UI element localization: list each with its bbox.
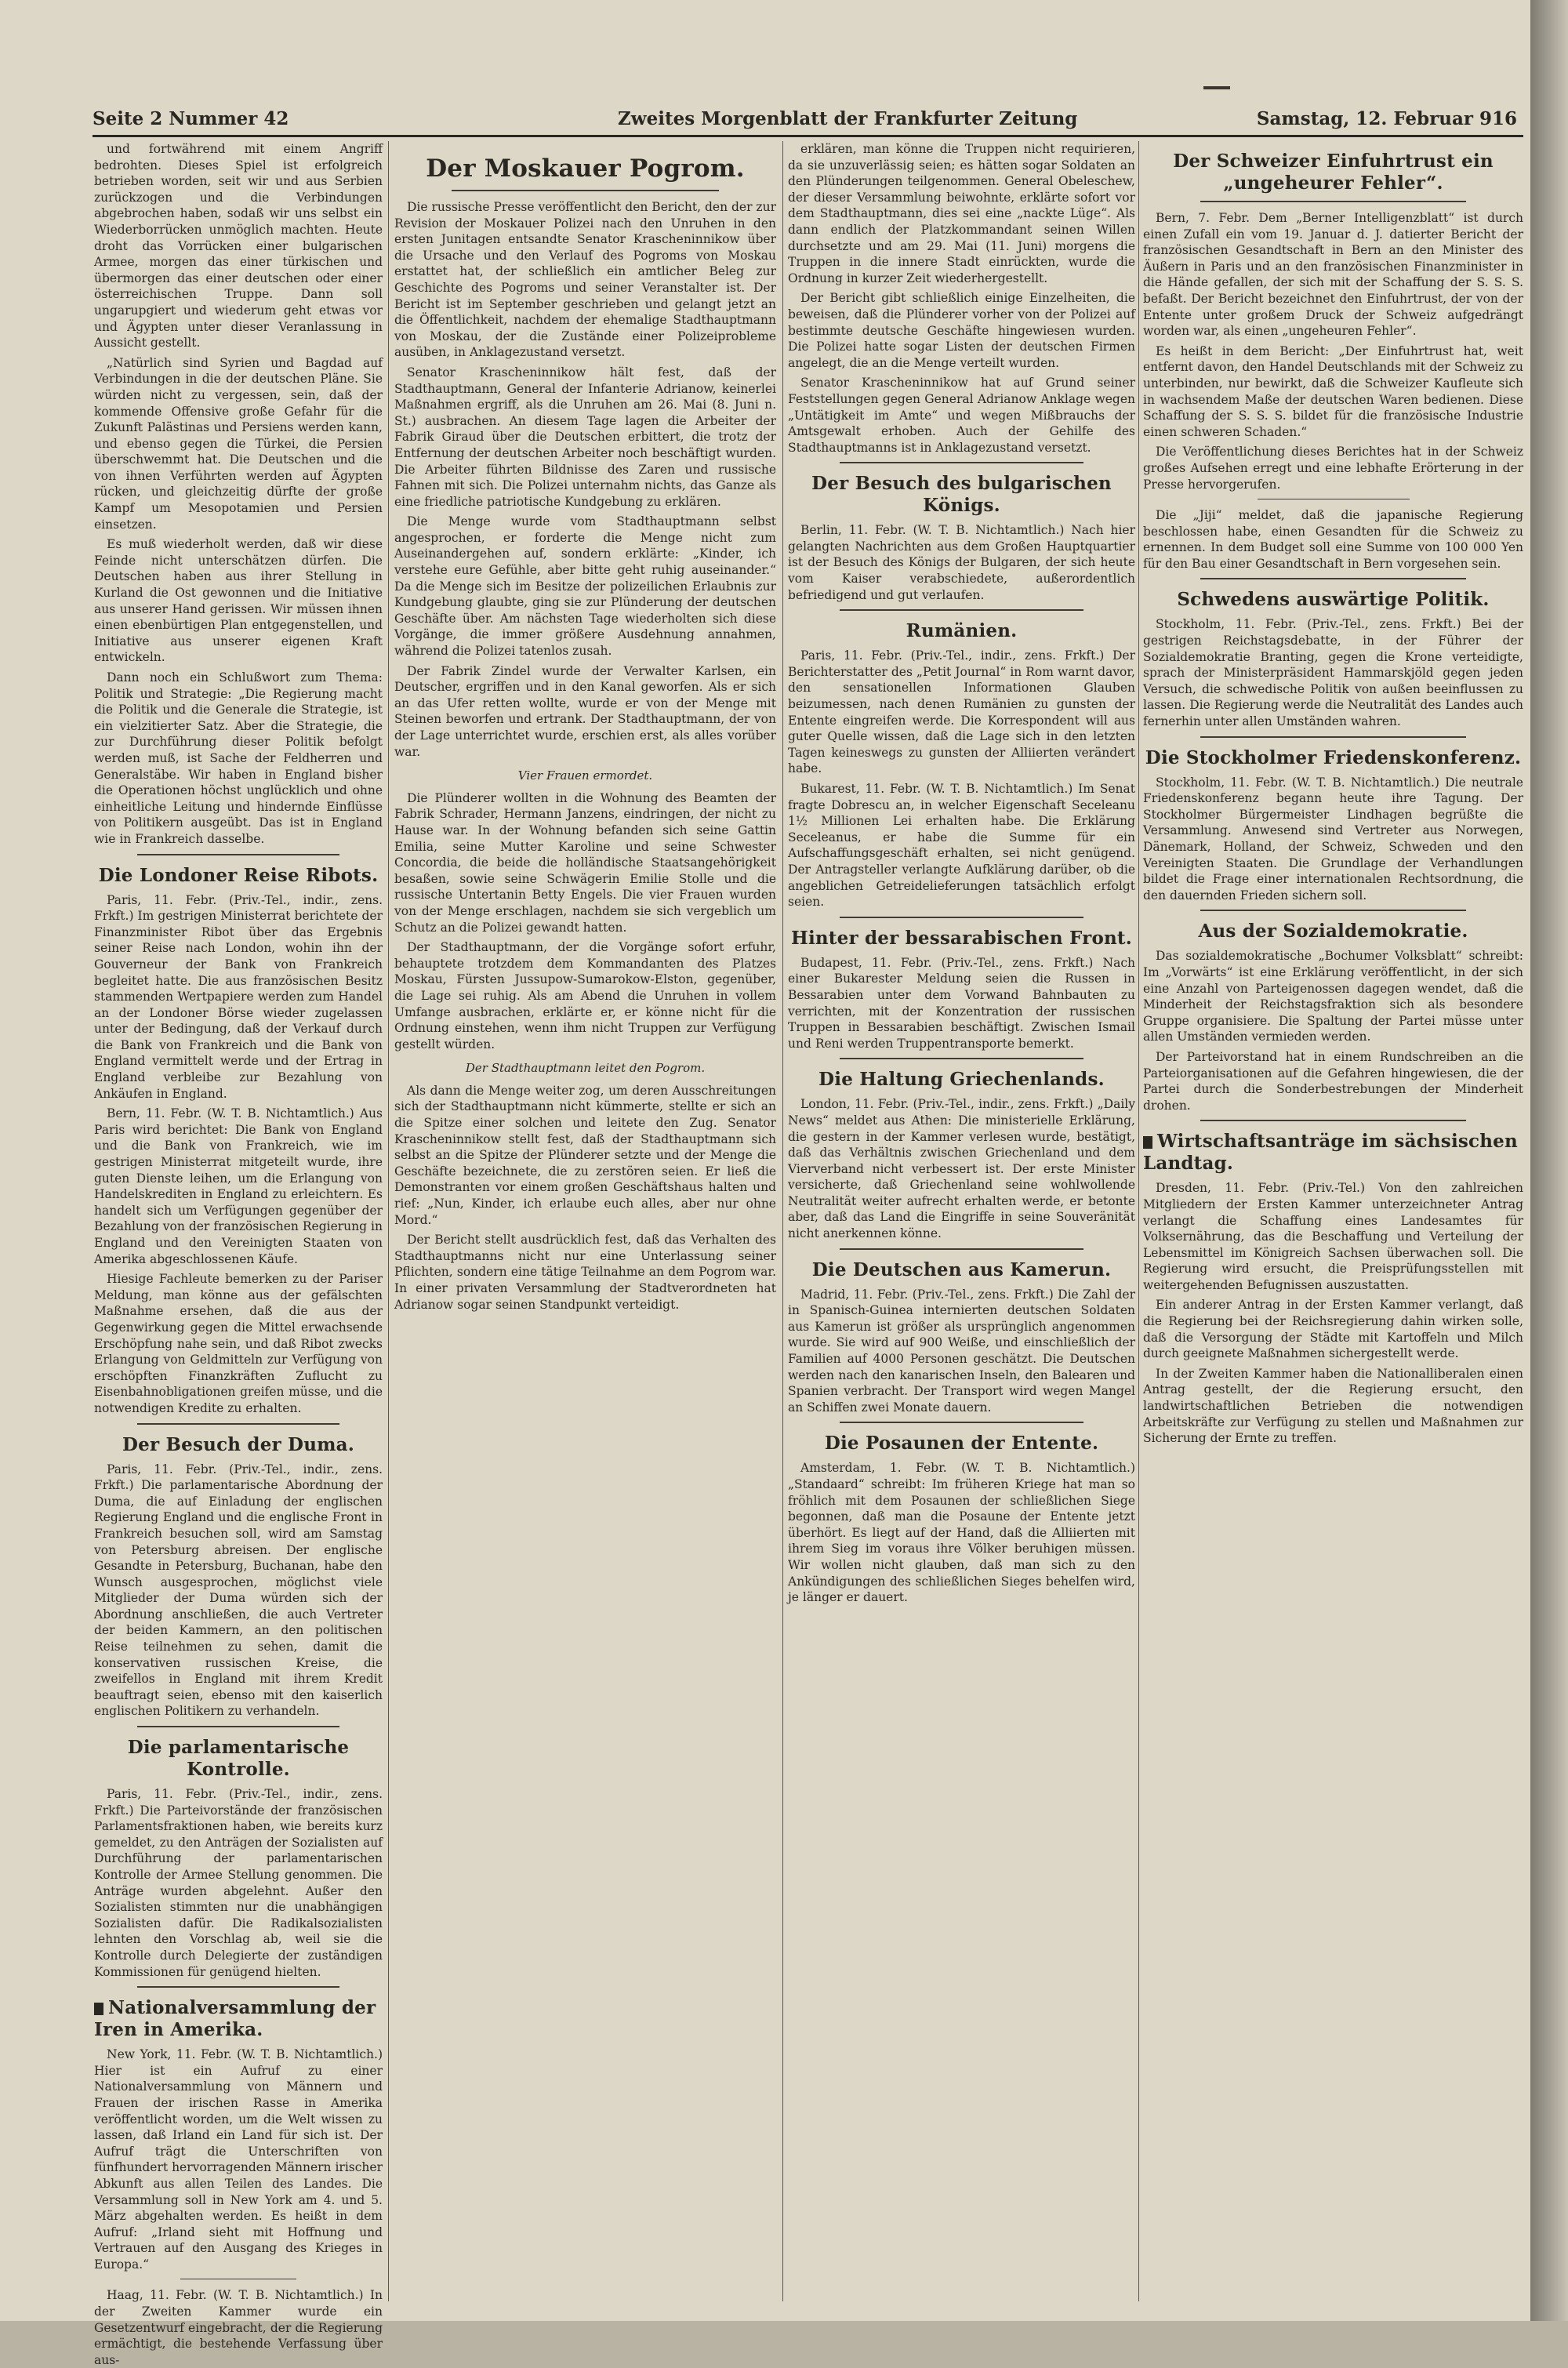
section-rule xyxy=(840,1422,1083,1423)
headline-kontrolle: Die parlamentarische Kontrolle. xyxy=(127,1737,350,1781)
article-paragraph: Amsterdam, 1. Febr. (W. T. B. Nichtamtlich.) „Standaard“ schreibt: Im früheren Kriege hat man so fröhlich mit dem Posaunen der schließlichen Siege begonnen, daß man die Posaune der Entente jetzt überhört. Es liegt auf der Hand, daß die Alliierten mit ihrem Sieg im voraus ihre Völker beruhigen müssen. Wir wollen nicht glauben, daß man sich zu den Ankündigungen des schließlichen Sieges behelfen wird, je länger er dauert. xyxy=(788,1461,1135,1605)
article-paragraph: New York, 11. Febr. (W. T. B. Nichtamtlich.) Hier ist ein Aufruf zu einer Nationalversammlung von Männern und Frauen der irischen Rasse in Amerika veröffentlicht worden, um die Welt wissen zu lassen, daß Irland ein Land für sich ist. Der Aufruf trägt die Unterschriften von fünfhundert hervorragenden Männern irischer Abkunft aus allen Teilen des Landes. Die Versammlung soll in New York am 4. und 5. März abgehalten werden. Es heißt in dem Aufruf: „Irland sieht mit Hoffnung und Vertrauen auf den Ausgang des Krieges in Europa.“ xyxy=(94,2047,383,2272)
section-rule xyxy=(137,1423,339,1425)
article-paragraph: Bern, 11. Febr. (W. T. B. Nichtamtlich.) Aus Paris wird berichtet: Die Bank von England und die Bank von Frankreich, wie im gestrigen Ministerrat mitgeteilt wurde, ihre guten Dienste leihen, um die Erlangung von Handelskrediten in England zu erleichtern. Es handelt sich um Verfügungen gegenüber der Bezahlung von der französischen Regierung in England und den Vereinigten Staaten von Amerika abgeschlossenen Käufe. xyxy=(94,1106,383,1266)
headline-sachsen-text: Wirtschaftsanträge im sächsischen Landtag. xyxy=(1143,1131,1518,1175)
article-paragraph: Der Bericht gibt schließlich einige Einzelheiten, die beweisen, daß die Plünderer vorher von der Polizei auf bestimmte deutsche Geschäfte hingewiesen wurden. Die Polizei hatte sogar Listen der deutschen Firmen angelegt, die an die Menge verteilt wurden. xyxy=(788,291,1135,370)
article-paragraph: Paris, 11. Febr. (Priv.-Tel., indir., zens. Frkft.) Der Berichterstatter des „Petit Journal“ in Rom warnt davor, den sensationellen Informationen Glauben beizumessen, nach denen Rumänien zu gunsten der Entente eingreifen werde. Die Korrespondent will aus guter Quelle wissen, daß die Lage sich in den letzten Tagen keineswegs zu gunsten der Alliierten verändert habe. xyxy=(788,648,1135,776)
headline-sachsen xyxy=(1143,1131,1523,1175)
headline-bessarabien: Hinter der bessarabischen Front. xyxy=(791,927,1132,949)
headline-ribot: Die Londoner Reise Ribots. xyxy=(98,864,379,886)
headline-griechenland: Die Haltung Griechenlands. xyxy=(818,1069,1105,1091)
article-paragraph: Dresden, 11. Febr. (Priv.-Tel.) Von den zahlreichen Mitgliedern der Ersten Kammer unterzeichneter Antrag verlangt die Schaffung eines Landesamtes für Volksernährung, das die Beschaffung und Verteilung der Lebensmittel im Königreich Sachsen überwachen soll. Die Regierung wird ersucht, die Preisprüfungsstellen mit weitergehenden Befugnissen auszustatten. xyxy=(1143,1181,1523,1292)
article-paragraph: Der Fabrik Zindel wurde der Verwalter Karlsen, ein Deutscher, ergriffen und in den Kanal geworfen. Als er sich an das Ufer retten wollte, wurde er von der Menge mit Steinen beworfen und ertrank. Der Stadthauptmann, der von der Lage unterrichtet wurde, erschien erst, als alles vorüber war. xyxy=(394,663,776,759)
article-paragraph: Die russische Presse veröffentlicht den Bericht, den der zur Revision der Moskauer Polizei nach den Unruhen in den ersten Junitagen entsandte Senator Krascheninnikow über die Ursache und den Verlauf des Pogroms von Moskau erstattet hat, der schließlich ein amtlicher Beleg zur Geschichte des Pogroms und seiner Veranstalter ist. Der Bericht ist im September geschrieben und gelangt jetzt an die Öffentlichkeit, nachdem der ehemalige Stadthauptmann von Moskau, der die Zustände einer Polizeiprobleme ausüben, in Anklagezustand versetzt. xyxy=(394,200,776,360)
article-paragraph: Paris, 11. Febr. (Priv.-Tel., indir., zens. Frkft.) Die parlamentarische Abordnung der Duma, die auf Einladung der englischen Regierung England und die englische Front in Frankreich besuchen soll, wird am Samstag von Petersburg abreisen. Der englische Gesandte in Petersburg, Buchanan, habe den Wunsch ausgesprochen, möglichst viele Mitglieder der Duma würden sich der Abordnung anschließen, die auch Vertreter der beiden Kammern, an den politischen Reise teilnehmen zu sehen, damit die konservativen russischen Kreise, die zweifellos in England mit ihrem Kredit beauftragt seien, ebenso mit den kaiserlich englischen Politikern zu verhandeln. xyxy=(94,1462,383,1719)
headline-duma: Der Besuch der Duma. xyxy=(122,1433,354,1455)
article-paragraph: Als dann die Menge weiter zog, um deren Ausschreitungen sich der Stadthauptmann nicht kümmerte, stellte er sich an die Spitze einer solchen und leitete den Zug. Senator Krascheninnikow stellt fest, daß der Stadthauptmann sich selbst an die Spitze der Plünderer setzte und der Menge die Geschäfte bezeichnete, die zu zerstören seien. Er ließ die Demonstranten vor einem großen Geschäftshaus halten und rief: „Nun, Kinder, ich erlaube euch alles, aber nur ohne Mord.“ xyxy=(394,1083,776,1227)
header-page-number: Seite 2 Nummer 42 xyxy=(93,108,289,129)
article-paragraph: „Natürlich sind Syrien und Bagdad auf Verbindungen in die der deutschen Pläne. Sie würden nicht zu vergessen, sein, daß der kommende Offensive große Gefahr für die Zukunft Palästinas und Persiens werden kann, und ebenso gegen die Türkei, die Persien überschwemmt hat. Die Deutschen und die von ihnen Verführten werden auf Ägypten rücken, und gleichzeitig dürfte der große Kampf um Mesopotamien und Persien einsetzen. xyxy=(94,355,383,532)
headline-iren xyxy=(94,1997,383,2041)
subheading-frauen: Vier Frauen ermordet. xyxy=(517,768,653,783)
article-paragraph: Bern, 7. Febr. Dem „Berner Intelligenzblatt“ ist durch einen Zufall ein vom 19. Januar d. J. datierter Bericht der französischen Gesandtschaft in Bern an den Minister des Äußern in Paris und an den französischen Finanzminister in die Hände gefallen, der sich mit der Schaffung der S. S. S. befaßt. Der Bericht bezeichnet den Einfuhrtrust, der von der Entente unter großem Druck der Schweiz aufgedrängt worden war, als einen „ungeheuren Fehler“. xyxy=(1143,211,1523,339)
page-edge xyxy=(1530,0,1568,2321)
bullet-bar xyxy=(1143,1136,1152,1149)
article-paragraph: Die „Jiji“ meldet, daß die japanische Regierung beschlossen habe, einen Gesandten für die Schweiz zu ernennen. In dem Budget soll eine Summe von 100 000 Yen für den Bau einer Gesandtschaft in Bern vorgesehen sein. xyxy=(1143,508,1523,571)
section-rule xyxy=(137,854,339,855)
column-3 xyxy=(788,141,1135,2301)
column-2 xyxy=(394,141,776,2301)
section-rule xyxy=(840,1248,1083,1250)
article-paragraph: Es muß wiederholt werden, daß wir diese Feinde nicht unterschätzen dürfen. Die Deutschen haben aus ihrer Stellung in Kurland die Ost gewonnen und die Initiative aus unserer Hand gerissen. Wir müssen ihnen einen ebenbürtigen Plan entgegenstellen, und Initiative aus unserer eigenen Kraft entwickeln. xyxy=(94,537,383,665)
header-masthead: Zweites Morgenblatt der Frankfurter Zeitung xyxy=(618,108,1078,129)
headline-iren-text: Nationalversammlung der Iren in Amerika. xyxy=(94,1997,376,2041)
article-paragraph: London, 11. Febr. (Priv.-Tel., indir., zens. Frkft.) „Daily News“ meldet aus Athen: Die ministerielle Erklärung, die gestern in der Kammer verlesen wurde, bestätigt, daß das Verhältnis zwischen Griechenland und dem Vierverband nicht verbessert ist. Der erste Minister versicherte, daß Griechenland seine wohlwollende Neutralität weiter aufrecht erhalten werde, er betonte aber, daß das Land die Eingriffe in seine Souveränität nicht anerkennen könne. xyxy=(788,1097,1135,1241)
column-4 xyxy=(1143,141,1523,2301)
headline-friedenskonferenz: Die Stockholmer Friedenskonferenz. xyxy=(1145,746,1522,768)
article-paragraph: Haag, 11. Febr. (W. T. B. Nichtamtlich.) In der Zweiten Kammer wurde ein Gesetzentwurf eingebracht, der die Regierung ermächtigt, die bestehende Verfassung über aus- xyxy=(94,2288,383,2367)
article-paragraph: erklären, man könne die Truppen nicht requirieren, da sie unzuverlässig seien; es hätten sogar Soldaten an den Plünderungen teilgenommen. General Obeleschew, der dieser Versammlung beiwohnte, erklärte sofort vor dem Stadthauptmann, dies sei eine „nackte Lüge“. Als dann endlich der Platzkommandant seinen Willen durchsetzte und am 29. Mai (11. Juni) morgens die Truppen in die innere Stadt einrückten, wurde die Ordnung in kurzer Zeit wiederhergestellt. xyxy=(788,142,1135,285)
section-rule xyxy=(1200,1120,1467,1121)
article-paragraph: Dann noch ein Schlußwort zum Thema: Politik und Strategie: „Die Regierung macht die Politik und die Generale die Strategie, ist ein vielzitierter Satz. Aber die Strategie, die zur Durchführung dieser Politik befolgt werden muß, ist Sache der Feldherren und Generalstäbe. Wir haben in England bisher die Operationen höchst unglücklich und ohne einheitliche Leitung und hindernde Einflüsse von Politikern ausgeübt. Das ist in England wie in Frankreich dasselbe. xyxy=(94,670,383,846)
headline-rumaenien: Rumänien. xyxy=(906,620,1018,642)
article-paragraph: Der Stadthauptmann, der die Vorgänge sofort erfuhr, behauptete trotzdem dem Kommandanten des Platzes Moskau, Fürsten Jussupow-Sumarokow-Elston, gegenüber, die Lage sei ruhig. Als am Abend die Unruhen in vollem Umfange ausbrachen, erklärte er, er könne nicht für die Ordnung einstehen, wenn ihm nicht Truppen zur Verfügung gestellt würden. xyxy=(394,940,776,1051)
article-paragraph: Der Bericht stellt ausdrücklich fest, daß das Verhalten des Stadthauptmanns nicht nur eine Unterlassung seiner Pflichten, sondern eine tätige Teilnahme an dem Pogrom war. In einer privaten Versammlung der Stadtverordneten hat Adrianow sogar seinen Standpunkt verteidigt. xyxy=(394,1233,776,1312)
article-paragraph: Berlin, 11. Febr. (W. T. B. Nichtamtlich.) Nach hier gelangten Nachrichten aus dem Großen Hauptquartier ist der Besuch des Königs der Bulgaren, der sich heute vom Kaiser verabschiedete, außerordentlich befriedigend und gut verlaufen. xyxy=(788,523,1135,602)
article-paragraph: Paris, 11. Febr. (Priv.-Tel., indir., zens. Frkft.) Die Parteivorstände der französischen Parlamentsfraktionen haben, wie bereits kurz gemeldet, zu den Anträgen der Sozialisten auf Durchführung der parlamentarischen Kontrolle der Armee Stellung genommen. Die Anträge wurden abgelehnt. Außer den Sozialisten stimmten nur die unabhängigen Sozialisten dafür. Die Radikalsozialisten lehnten den Vorschlag ab, weil sie die Kontrolle durch Delegierte der zuständigen Kommissionen für genügend hielten. xyxy=(94,1787,383,1979)
headline-kamerun: Die Deutschen aus Kamerun. xyxy=(811,1258,1112,1280)
bullet-bar xyxy=(94,2003,103,2015)
column-1 xyxy=(94,141,383,2367)
header-date: Samstag, 12. Februar 916 xyxy=(1256,108,1517,129)
article-paragraph: Paris, 11. Febr. (Priv.-Tel., indir., zens. Frkft.) Im gestrigen Ministerrat berichtete der Finanzminister Ribot über das Ergebnis seiner Reise nach London, wohin ihn der Gouverneur der Bank von Frankreich begleitet hatte. Die aus französischen Besitz stammenden Wertpapiere werden zum Handel an der Londoner Börse wieder zugelassen unter der Bedingung, daß der Verkauf durch die Bank von Frankreich und die Bank von England vermittelt werde und der Ertrag in England verbleibe zur Bezahlung von Ankäufen in England. xyxy=(94,892,383,1101)
section-rule xyxy=(137,1726,339,1727)
section-rule xyxy=(1200,578,1467,579)
article-paragraph: Es heißt in dem Bericht: „Der Einfuhrtrust hat, weit entfernt davon, den Handel Deutschlands mit der Schweiz zu unterbinden, nur bewirkt, daß die Schweizer Kaufleute sich in wachsendem Maße der deutschen Waren bedienen. Diese Schaffung der S. S. S. bildet für die französische Industrie einen schweren Schaden.“ xyxy=(1143,343,1523,439)
header-rule xyxy=(93,135,1523,137)
article-paragraph: Die Veröffentlichung dieses Berichtes hat in der Schweiz großes Aufsehen erregt und eine lebhafte Erörterung in der Presse hervorgerufen. xyxy=(1143,445,1523,492)
section-rule xyxy=(840,1058,1083,1059)
section-rule xyxy=(840,462,1083,463)
article-paragraph: Das sozialdemokratische „Bochumer Volksblatt“ schreibt: Im „Vorwärts“ ist eine Erklärung veröffentlicht, in der sich eine Anzahl von Parteigenossen dagegen wendet, daß die Minderheit der Reichstagsfraktion sich als besondere Gruppe organisiere. Die Spaltung der Partei müsse unter allen Umständen vermieden werden. xyxy=(1143,949,1523,1044)
article-paragraph: Senator Krascheninnikow hält fest, daß der Stadthauptmann, General der Infanterie Adrianow, keinerlei Maßnahmen ergriff, als die Unruhen am 26. Mai (8. Juni n. St.) ausbrachen. An diesem Tage lagen die Arbeiter der Fabrik Giraud über die Deutschen erbittert, die trotz der Entfernung der deutschen Arbeiter noch beschäftigt wurden. Die Arbeiter führten Bildnisse des Zaren und russische Fahnen mit sich. Die Polizei unternahm nichts, das Ganze als eine friedliche patriotische Kundgebung zu erklären. xyxy=(394,365,776,509)
headline-schweiz: Der Schweizer Einfuhrtrust ein „ungeheurer Fehler“. xyxy=(1173,151,1494,194)
section-rule xyxy=(1200,910,1467,911)
headline-schweden: Schwedens auswärtige Politik. xyxy=(1177,589,1490,611)
subheading-stadthauptmann: Der Stadthauptmann leitet den Pogrom. xyxy=(465,1061,706,1076)
article-paragraph: In der Zweiten Kammer haben die Nationalliberalen einen Antrag gestellt, der die Regierung ersucht, den landwirtschaftlichen Betrieben die notwendigen Arbeitskräfte zur Verfügung zu stellen und Maßnahmen zur Sicherung der Ernte zu treffen. xyxy=(1143,1366,1523,1446)
top-mark xyxy=(1203,86,1230,89)
article-paragraph: Stockholm, 11. Febr. (W. T. B. Nichtamtlich.) Die neutrale Friedenskonferenz begann heute ihre Tagung. Der Stockholmer Bürgermeister Lindhagen begrüßte die Versammlung. Anwesend sind Vertreter aus Norwegen, Dänemark, Holland, der Schweiz, Schweden und den Vereinigten Staaten. Die Grundlage der Verhandlungen bildet die Frage einer internationalen Rechtsordnung, die den dauernden Frieden sichern soll. xyxy=(1143,775,1523,903)
headline-posaunen: Die Posaunen der Entente. xyxy=(824,1433,1099,1455)
article-paragraph: Stockholm, 11. Febr. (Priv.-Tel., zens. Frkft.) Bei der gestrigen Reichstagsdebatte, in der Führer der Sozialdemokratie Branting, gegen die Krone verteidigte, sprach der Ministerpräsident Hammarskjöld gegen jeden Versuch, die schwedische Politik von außen beeinflussen zu lassen. Die Regierung werde die Neutralität des Landes auch fernerhin unter allen Umständen wahren. xyxy=(1143,617,1523,729)
article-paragraph: Senator Krascheninnikow hat auf Grund seiner Feststellungen gegen General Adrianow Anklage wegen „Untätigkeit im Amte“ und wegen Mißbrauchs der Amtsgewalt erhoben. Auch der Gehilfe des Stadthauptmanns ist in Anklagezustand versetzt. xyxy=(788,376,1135,455)
article-paragraph: Hiesige Fachleute bemerken zu der Pariser Meldung, man könne aus der gefälschten Maßnahme ersehen, daß die aus der Gegenwirkung gegen die Mittel erwachsende Erschöpfung nahe sein, und daß Ribot zwecks Erlangung von Geldmitteln zur Verfügung von erschöpften Finanzkräften Zuflucht zu Eisenbahnobligationen greifen müsse, und die notwendigen Kredite zu erhalten. xyxy=(94,1272,383,1415)
section-rule xyxy=(840,609,1083,611)
headline-pogrom: Der Moskauer Pogrom. xyxy=(426,154,745,183)
article-paragraph: Bukarest, 11. Febr. (W. T. B. Nichtamtlich.) Im Senat fragte Dobrescu an, in welcher Eigenschaft Seceleanu 1½ Millionen Lei erhalten habe. Die Erklärung Seceleanus, er habe die Summe für ein Aufschaffungsgeschäft erhalten, sei nicht genügend. Der Antragsteller verlangte Aufklärung darüber, ob die angeblichen Getreidelieferungen tatsächlich erfolgt seien. xyxy=(788,782,1135,910)
headline-bulgar: Der Besuch des bulgarischen Königs. xyxy=(811,473,1112,517)
section-rule xyxy=(840,917,1083,918)
column-divider xyxy=(388,141,389,2301)
article-paragraph: Die Plünderer wollten in die Wohnung des Beamten der Fabrik Schrader, Hermann Janzens, eindringen, der nicht zu Hause war. In der Wohnung befanden sich seine Gattin Emilia, seine Mutter Karoline und seine Schwester Concordia, die beide die holländische Staatsangehörigkeit besaßen, sowie seine Schwägerin Emilie Stolle und die russische Untertanin Betty Engels. Die vier Frauen wurden von der Menge erschlagen, nachdem sie sich vergeblich um Schutz an die Polizei gewandt hatten. xyxy=(394,790,776,935)
article-paragraph: und fortwährend mit einem Angriff bedrohten. Dieses Spiel ist erfolgreich betrieben worden, seit wir und aus Serbien zurückzogen und die Verbindungen abgebrochen haben, sodaß wir uns selbst ein Wiederborrücken unmöglich machten. Heute droht das Vorrücken einer bulgarischen Armee, morgen das einer türkischen und übermorgen das einer deutschen oder einer österreichischen Truppe. Dann soll ungarupgiert und wiederum geht etwas vor und Ägypten unter dieser Veranlassung in Aussicht gestellt. xyxy=(94,142,383,350)
article-paragraph: Die Menge wurde vom Stadthauptmann selbst angesprochen, er forderte die Menge nicht zum Auseinandergehen auf, sondern erklärte: „Kinder, ich verstehe eure Gefühle, aber bitte geht ruhig auseinander.“ Da die Menge sich im Besitze der polizeilichen Erlaubnis zur Kundgebung glaubte, ging sie zur Plünderung der deutschen Geschäfte über. Am nächsten Tage wiederholten sich diese Vorgänge, die immer größere Ausdehnung annahmen, während die Polizei tatenlos zusah. xyxy=(394,514,776,659)
section-rule xyxy=(1200,736,1467,738)
section-rule xyxy=(452,190,719,191)
article-paragraph: Der Parteivorstand hat in einem Rundschreiben an die Parteiorganisationen auf die Gefahren hingewiesen, die der Partei durch die Sonderbestrebungen der Minderheit drohen. xyxy=(1143,1049,1523,1113)
column-divider xyxy=(1138,141,1139,2301)
article-paragraph: Ein anderer Antrag in der Ersten Kammer verlangt, daß die Regierung bei der Reichsregierung dahin wirken solle, daß die Versorgung der Städte mit Kartoffeln und Milch durch geeignete Maßnahmen sichergestellt werde. xyxy=(1143,1298,1523,1361)
article-paragraph: Madrid, 11. Febr. (Priv.-Tel., zens. Frkft.) Die Zahl der in Spanisch-Guinea internierten deutschen Soldaten aus Kamerun ist größer als ursprünglich angenommen wurde. Sie wird auf 900 Weiße, und einschließlich der Familien auf 4000 Personen geschätzt. Die Deutschen werden nach den kanarischen Inseln, den Balearen und Spanien verbracht. Der Transport wird wegen Mangel an Schiffen zwei Monate dauern. xyxy=(788,1287,1135,1415)
section-rule xyxy=(137,1986,339,1988)
headline-sozialdemokratie: Aus der Sozialdemokratie. xyxy=(1198,921,1468,942)
section-rule xyxy=(1200,201,1467,202)
article-paragraph: Budapest, 11. Febr. (Priv.-Tel., zens. Frkft.) Nach einer Bukarester Meldung seien die Russen in Bessarabien unter dem Vorwand Bahnbauten zu verrichten, mit der Konzentration der russischen Truppen in Bessarabien beschäftigt. Zwischen Ismail und Reni werden Truppentransporte bemerkt. xyxy=(788,955,1135,1051)
column-divider xyxy=(782,141,783,2301)
page-header xyxy=(93,104,1523,135)
